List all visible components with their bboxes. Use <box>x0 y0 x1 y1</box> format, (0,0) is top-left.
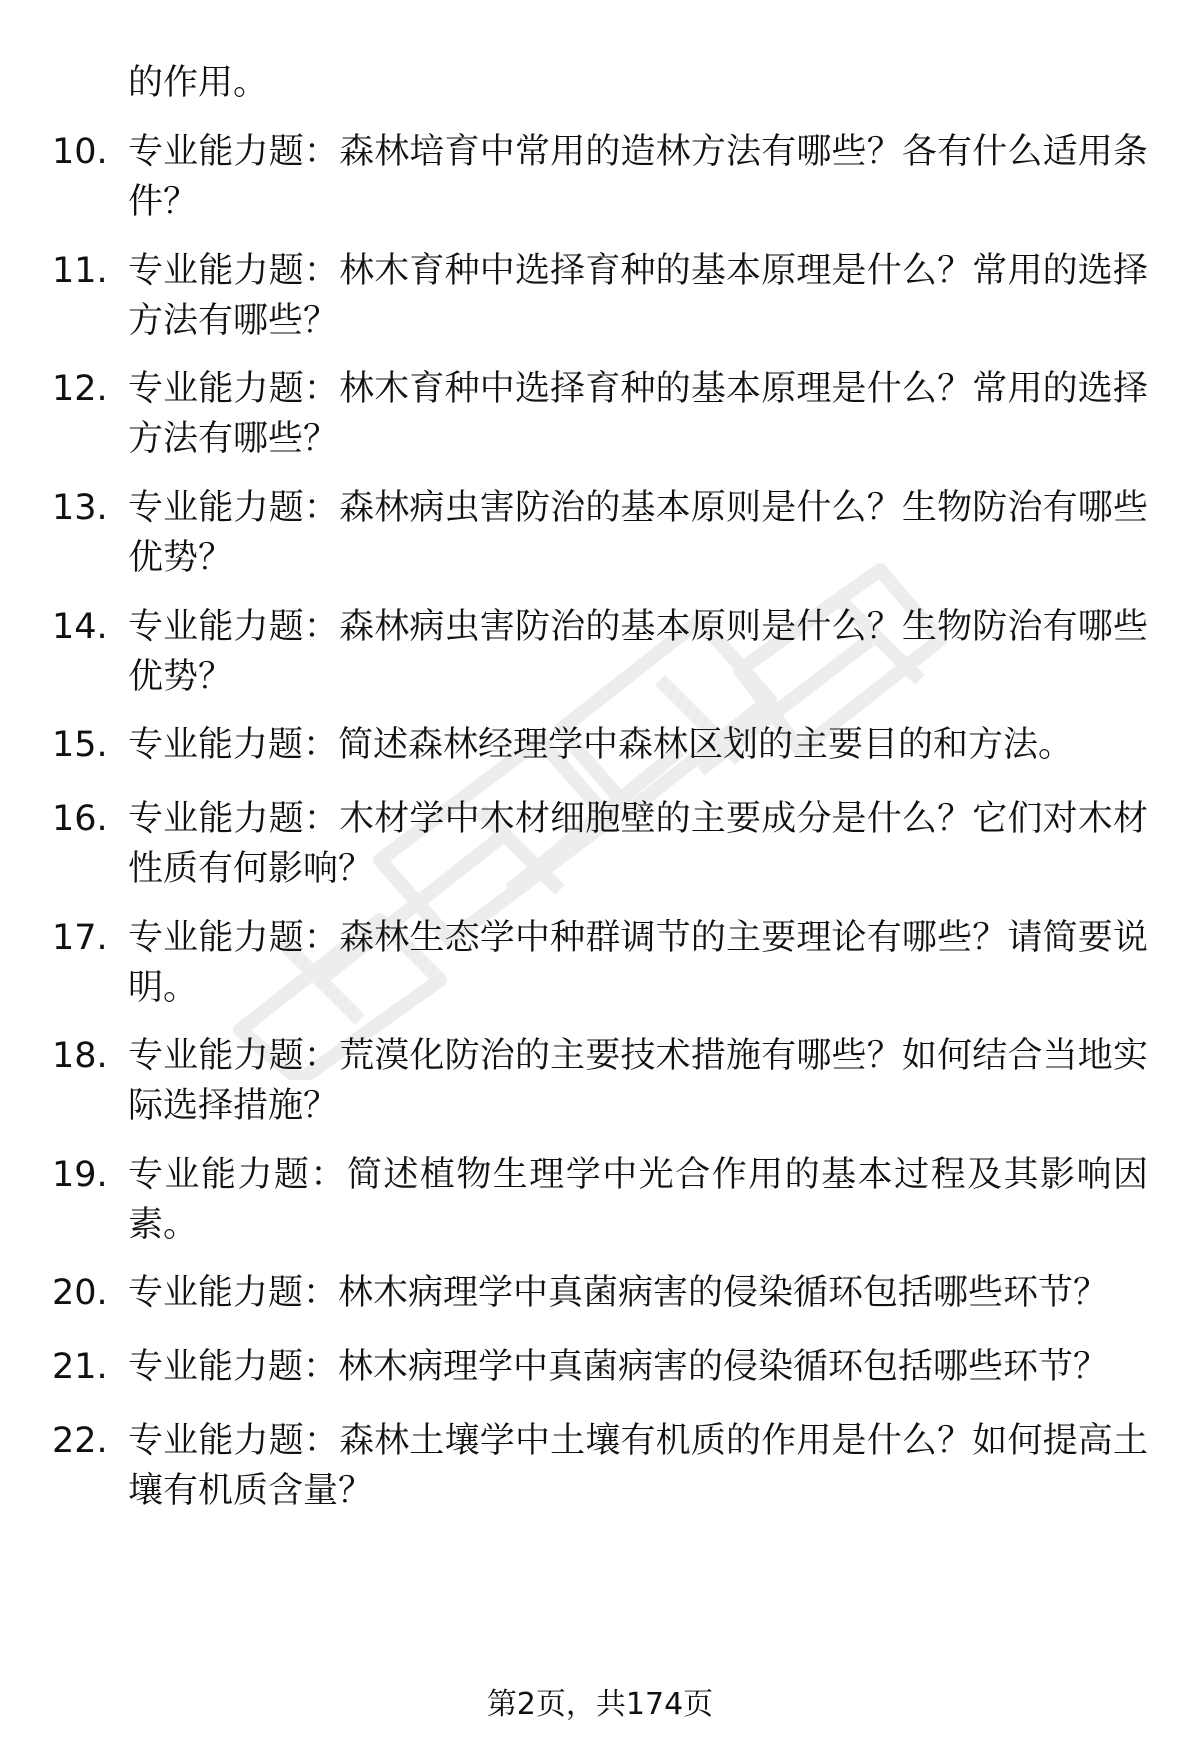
question-text: 专业能力题：木材学中木材细胞壁的主要成分是什么？它们对木材性质有何影响？ <box>128 799 1148 889</box>
question-number: 10. <box>52 132 108 172</box>
question-number: 12. <box>52 369 108 409</box>
page-footer: 第2页，共174页 <box>486 1687 714 1722</box>
question-number: 18. <box>52 1036 108 1076</box>
question-number: 22. <box>52 1421 108 1461</box>
question-number: 19. <box>52 1155 108 1195</box>
question-number: 13. <box>52 488 108 528</box>
question-text: 专业能力题：林木育种中选择育种的基本原理是什么？常用的选择方法有哪些？ <box>128 369 1148 459</box>
continuation-text: 的作用。 <box>128 63 269 103</box>
question-text: 专业能力题：林木病理学中真菌病害的侵染循环包括哪些环节？ <box>128 1273 1109 1313</box>
question-text: 专业能力题：森林病虫害防治的基本原则是什么？生物防治有哪些优势？ <box>128 607 1148 697</box>
question-text: 专业能力题：林木病理学中真菌病害的侵染循环包括哪些环节？ <box>128 1347 1109 1387</box>
question-number: 21. <box>52 1347 108 1387</box>
question-number: 15. <box>52 725 108 765</box>
question-number: 17. <box>52 918 108 958</box>
question-text: 专业能力题：林木育种中选择育种的基本原理是什么？常用的选择方法有哪些？ <box>128 251 1148 341</box>
question-text: 专业能力题：荒漠化防治的主要技术措施有哪些？如何结合当地实际选择措施？ <box>128 1036 1148 1126</box>
question-text: 专业能力题：森林病虫害防治的基本原则是什么？生物防治有哪些优势？ <box>128 488 1148 578</box>
question-number: 14. <box>52 607 108 647</box>
question-text: 专业能力题：简述森林经理学中森林区划的主要目的和方法。 <box>128 725 1074 765</box>
question-text: 专业能力题：森林土壤学中土壤有机质的作用是什么？如何提高土壤有机质含量？ <box>128 1421 1148 1511</box>
question-number: 16. <box>52 799 108 839</box>
question-text: 专业能力题：简述植物生理学中光合作用的基本过程及其影响因素。 <box>128 1155 1148 1245</box>
question-number: 20. <box>52 1273 108 1313</box>
question-text: 专业能力题：森林生态学中种群调节的主要理论有哪些？请简要说明。 <box>128 918 1148 1008</box>
question-number: 11. <box>52 251 108 291</box>
question-text: 专业能力题：森林培育中常用的造林方法有哪些？各有什么适用条件？ <box>128 132 1148 222</box>
